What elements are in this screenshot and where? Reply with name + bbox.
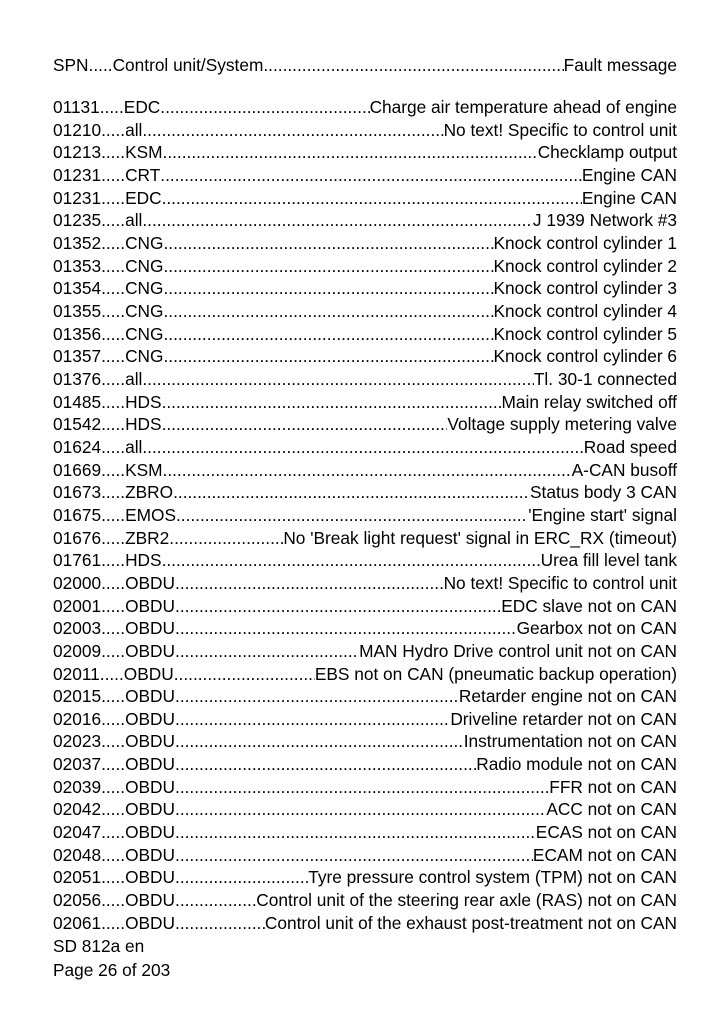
fault-message: Checklamp output — [537, 142, 677, 163]
fault-spn: 01624 — [53, 436, 102, 457]
fault-row — [53, 595, 677, 617]
fault-spn: 01210 — [53, 119, 102, 140]
fault-row — [53, 663, 677, 685]
fault-row — [53, 776, 677, 798]
fault-system: OBDU — [125, 640, 176, 661]
fault-system: OBDU — [125, 867, 176, 888]
fault-row — [53, 96, 677, 118]
fault-message: Control unit of the exhaust post-treatment not on CAN — [264, 912, 677, 933]
leader-dots — [162, 391, 502, 413]
spn-separator-dots: ..... — [101, 210, 126, 231]
fault-message: Voltage supply metering valve — [447, 414, 677, 435]
fault-row — [53, 889, 677, 911]
fault-spn: 01761 — [53, 550, 102, 571]
fault-system: CNG — [125, 255, 164, 276]
fault-system: all — [125, 119, 143, 140]
fault-message: No 'Break light request' signal in ERC_RX (timeout) — [283, 527, 677, 548]
fault-spn: 01355 — [53, 300, 102, 321]
fault-message: Control unit of the steering rear axle (RAS) not on CAN — [256, 890, 677, 911]
leader-dots — [169, 527, 283, 549]
fault-message: Charge air temperature ahead of engine — [369, 97, 677, 117]
spn-separator-dots: ..... — [101, 391, 126, 412]
fault-spn: 01542 — [53, 414, 102, 435]
fault-system: HDS — [125, 550, 162, 571]
header-system: Control unit/System — [112, 55, 264, 75]
fault-row — [53, 164, 677, 186]
fault-row — [53, 685, 677, 707]
leader-dots — [142, 209, 533, 231]
fault-row — [53, 255, 677, 277]
fault-system: OBDU — [125, 754, 176, 775]
fault-row — [53, 572, 677, 594]
fault-message: FFR not on CAN — [549, 776, 677, 797]
fault-spn: 01376 — [53, 368, 102, 389]
fault-row — [53, 345, 677, 367]
fault-message: Radio module not on CAN — [476, 754, 677, 775]
fault-spn: 02048 — [53, 844, 102, 865]
fault-system: HDS — [125, 391, 162, 412]
fault-system: OBDU — [125, 708, 176, 729]
spn-separator-dots: ..... — [101, 187, 126, 208]
fault-row — [53, 209, 677, 231]
leader-dots — [175, 866, 308, 888]
fault-message: Tyre pressure control system (TPM) not on CAN — [308, 867, 677, 888]
fault-row — [53, 481, 677, 503]
leader-dots — [175, 776, 549, 798]
fault-system: CNG — [125, 346, 164, 367]
leader-dots — [163, 141, 538, 163]
leader-dots — [175, 844, 533, 866]
fault-row — [53, 753, 677, 775]
leader-dots — [175, 685, 459, 707]
fault-spn: 02003 — [53, 618, 102, 639]
spn-separator-dots: ..... — [101, 618, 126, 639]
fault-spn: 01354 — [53, 278, 102, 299]
page-number: Page 26 of 203 — [53, 960, 171, 980]
leader-dots — [163, 345, 493, 367]
fault-spn: 02037 — [53, 754, 102, 775]
fault-row — [53, 549, 677, 571]
spn-separator-dots: ..... — [101, 436, 126, 457]
fault-spn: 02011 — [53, 663, 100, 684]
leader-dots — [142, 119, 443, 141]
leader-dots — [175, 640, 359, 662]
fault-system: CNG — [125, 323, 164, 344]
fault-spn: 02015 — [53, 686, 102, 707]
fault-spn: 01356 — [53, 323, 102, 344]
fault-message: Knock control cylinder 5 — [493, 323, 677, 344]
fault-system: OBDU — [125, 776, 176, 797]
fault-system: OBDU — [125, 572, 176, 593]
spn-separator-dots: ..... — [101, 368, 126, 389]
fault-row — [53, 277, 677, 299]
spn-separator-dots: ..... — [101, 572, 126, 593]
fault-system: all — [125, 368, 143, 389]
spn-separator-dots: ..... — [101, 595, 126, 616]
fault-row — [53, 436, 677, 458]
leader-dots — [162, 549, 541, 571]
fault-message: MAN Hydro Drive control unit not on CAN — [359, 640, 677, 661]
fault-message: Knock control cylinder 4 — [493, 300, 677, 321]
fault-message: Engine CAN — [581, 164, 677, 185]
fault-message: ECAS not on CAN — [535, 822, 677, 843]
fault-row — [53, 413, 677, 435]
fault-spn: 01673 — [53, 482, 102, 503]
leader-dots — [163, 300, 493, 322]
fault-message: ACC not on CAN — [546, 799, 677, 820]
fault-message: 'Engine start' signal — [528, 504, 677, 525]
spn-separator-dots: ..... — [101, 799, 126, 820]
leader-dots — [142, 436, 583, 458]
fault-message: A-CAN busoff — [571, 459, 677, 480]
fault-system: OBDU — [125, 822, 176, 843]
fault-spn: 01353 — [53, 255, 102, 276]
fault-message: EBS not on CAN (pneumatic backup operation) — [314, 663, 677, 684]
fault-spn: 02042 — [53, 799, 102, 820]
spn-separator-dots: ..... — [101, 640, 126, 661]
fault-message: Status body 3 CAN — [530, 482, 677, 503]
fault-row — [53, 912, 677, 934]
fault-row — [53, 323, 677, 345]
spn-separator-dots: ..... — [101, 708, 126, 729]
spn-separator-dots: ..... — [101, 232, 126, 253]
fault-row — [53, 141, 677, 163]
spn-separator-dots: ..... — [101, 844, 126, 865]
fault-system: ZBRO — [125, 482, 174, 503]
fault-system: OBDU — [125, 799, 176, 820]
fault-message: Knock control cylinder 2 — [493, 255, 677, 276]
leader-dots — [163, 323, 493, 345]
spn-separator-dots: ..... — [99, 97, 124, 117]
fault-spn: 01352 — [53, 232, 102, 253]
fault-message: ECAM not on CAN — [532, 844, 677, 865]
fault-system: CNG — [125, 300, 164, 321]
spn-separator-dots: ..... — [101, 346, 126, 367]
spn-separator-dots: ..... — [101, 255, 126, 276]
fault-system: all — [125, 210, 143, 231]
spn-separator-dots: ..... — [99, 663, 124, 684]
fault-row — [53, 119, 677, 141]
fault-system: OBDU — [125, 618, 176, 639]
leader-dots — [163, 277, 493, 299]
fault-system: OBDU — [125, 686, 176, 707]
leader-dots — [175, 708, 450, 730]
fault-system: OBDU — [125, 731, 176, 752]
fault-message: Engine CAN — [581, 187, 677, 208]
fault-spn: 02061 — [53, 912, 102, 933]
fault-system: CNG — [125, 278, 164, 299]
fault-spn: 01485 — [53, 391, 102, 412]
fault-spn: 01357 — [53, 346, 102, 367]
fault-row — [53, 798, 677, 820]
leader-dots — [175, 753, 476, 775]
doc-id: SD 812a en — [53, 936, 145, 956]
fault-row — [53, 459, 677, 481]
spn-separator-dots: ..... — [101, 323, 126, 344]
leader-dots — [142, 368, 533, 390]
fault-system: OBDU — [123, 663, 174, 684]
fault-system: KSM — [125, 459, 163, 480]
fault-message: Knock control cylinder 1 — [493, 232, 677, 253]
leader-dots — [173, 481, 530, 503]
header-dots: ..... — [88, 55, 113, 75]
leader-dots — [162, 187, 582, 209]
fault-spn: 02051 — [53, 867, 102, 888]
leader-dots — [160, 164, 582, 186]
fault-spn: 01669 — [53, 459, 102, 480]
leader-dots — [162, 413, 448, 435]
fault-message: Knock control cylinder 3 — [493, 278, 677, 299]
spn-separator-dots: ..... — [101, 912, 126, 933]
fault-spn: 02001 — [53, 595, 102, 616]
fault-message: Tl. 30-1 connected — [533, 368, 677, 389]
fault-system: EDC — [123, 97, 161, 117]
fault-spn: 01231 — [53, 187, 102, 208]
fault-row — [53, 300, 677, 322]
fault-row — [53, 617, 677, 639]
spn-separator-dots: ..... — [101, 890, 126, 911]
fault-spn: 02039 — [53, 776, 102, 797]
header-spn: SPN — [53, 55, 89, 75]
fault-system: EMOS — [125, 504, 176, 525]
leader-dots — [175, 730, 464, 752]
leader-dots — [175, 912, 265, 934]
fault-system: OBDU — [125, 912, 176, 933]
fault-message: Gearbox not on CAN — [516, 618, 677, 639]
fault-system: OBDU — [125, 890, 176, 911]
fault-row — [53, 368, 677, 390]
spn-separator-dots: ..... — [101, 459, 126, 480]
fault-row — [53, 391, 677, 413]
spn-separator-dots: ..... — [101, 278, 126, 299]
fault-message: Knock control cylinder 6 — [493, 346, 677, 367]
fault-row — [53, 232, 677, 254]
fault-system: OBDU — [125, 595, 176, 616]
fault-spn: 01676 — [53, 527, 102, 548]
fault-system: CNG — [125, 232, 164, 253]
fault-spn: 01213 — [53, 142, 102, 163]
leader-dots — [176, 504, 528, 526]
leader-dots — [175, 889, 256, 911]
spn-separator-dots: ..... — [101, 142, 126, 163]
spn-separator-dots: ..... — [101, 754, 126, 775]
spn-separator-dots: ..... — [101, 550, 126, 571]
fault-row — [53, 187, 677, 209]
fault-row — [53, 866, 677, 888]
fault-message: Road speed — [583, 436, 677, 457]
fault-message: Main relay switched off — [501, 391, 677, 412]
spn-separator-dots: ..... — [101, 776, 126, 797]
leader-dots — [175, 572, 444, 594]
leader-dots — [160, 96, 369, 118]
fault-spn: 01131 — [53, 97, 100, 117]
spn-separator-dots: ..... — [101, 119, 126, 140]
fault-row — [53, 730, 677, 752]
fault-message: Urea fill level tank — [540, 550, 677, 571]
fault-spn: 01675 — [53, 504, 102, 525]
fault-system: OBDU — [125, 844, 176, 865]
fault-system: all — [125, 436, 143, 457]
spn-separator-dots: ..... — [101, 482, 126, 503]
fault-row — [53, 504, 677, 526]
fault-row — [53, 640, 677, 662]
leader-dots — [163, 459, 572, 481]
fault-spn: 01235 — [53, 210, 102, 231]
fault-message: Retarder engine not on CAN — [458, 686, 677, 707]
leader-dots — [175, 821, 536, 843]
leader-dots — [175, 595, 501, 617]
spn-separator-dots: ..... — [101, 504, 126, 525]
spn-separator-dots: ..... — [101, 867, 126, 888]
fault-message: No text! Specific to control unit — [443, 119, 677, 140]
leader-dots — [163, 255, 493, 277]
fault-spn: 02000 — [53, 572, 102, 593]
fault-system: ZBR2 — [125, 527, 170, 548]
fault-message: Driveline retarder not on CAN — [450, 708, 677, 729]
header-leader-dots — [263, 54, 563, 76]
fault-system: CRT — [125, 164, 161, 185]
fault-spn: 02023 — [53, 731, 102, 752]
header-message: Fault message — [563, 55, 677, 75]
fault-message: No text! Specific to control unit — [443, 572, 677, 593]
fault-system: EDC — [125, 187, 162, 208]
spn-separator-dots: ..... — [101, 300, 126, 321]
fault-spn: 02047 — [53, 822, 102, 843]
spn-separator-dots: ..... — [101, 686, 126, 707]
leader-dots — [174, 663, 315, 685]
fault-message: Instrumentation not on CAN — [463, 731, 677, 752]
fault-spn: 02009 — [53, 640, 102, 661]
leader-dots — [175, 798, 546, 820]
fault-spn: 02016 — [53, 708, 102, 729]
fault-spn: 01231 — [53, 164, 102, 185]
fault-row — [53, 527, 677, 549]
spn-separator-dots: ..... — [101, 414, 126, 435]
fault-system: KSM — [125, 142, 163, 163]
leader-dots — [175, 617, 517, 639]
fault-row — [53, 708, 677, 730]
fault-spn: 02056 — [53, 890, 102, 911]
spn-separator-dots: ..... — [101, 527, 126, 548]
fault-system: HDS — [125, 414, 162, 435]
spn-separator-dots: ..... — [101, 731, 126, 752]
fault-message: J 1939 Network #3 — [532, 210, 677, 231]
fault-message: EDC slave not on CAN — [501, 595, 677, 616]
spn-separator-dots: ..... — [101, 822, 126, 843]
spn-separator-dots: ..... — [101, 164, 126, 185]
fault-row — [53, 844, 677, 866]
leader-dots — [163, 232, 493, 254]
column-header-line — [53, 54, 677, 76]
fault-row — [53, 821, 677, 843]
